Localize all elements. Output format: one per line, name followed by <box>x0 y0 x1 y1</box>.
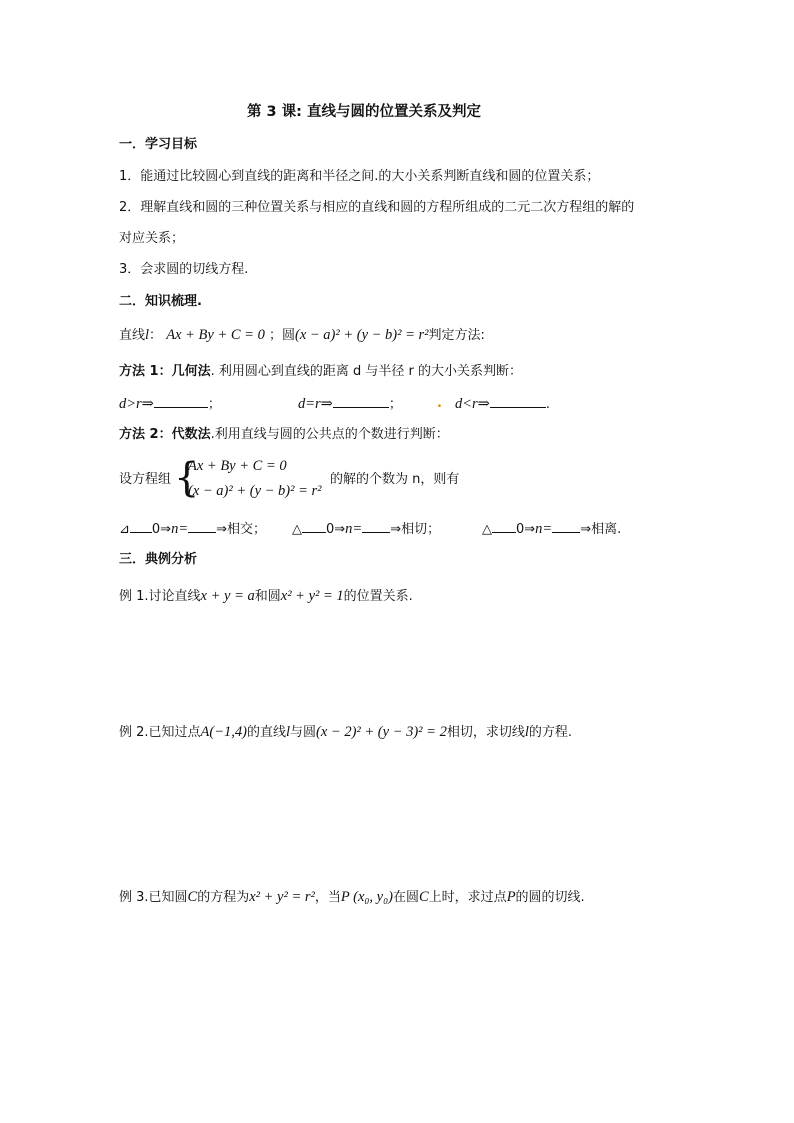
ex3-suffix: 的圆的切线. <box>515 890 585 905</box>
ex2-l1: l <box>286 724 291 740</box>
ex3-c1: C <box>187 889 198 905</box>
delta-symbol-3: △ <box>482 522 492 537</box>
line-colon: ： <box>149 328 163 343</box>
zero-arrow-1: 0⇒ <box>151 522 172 537</box>
zero-arrow-2: 0⇒ <box>326 522 346 537</box>
delta-intersect <box>119 520 266 539</box>
blank-equal[interactable] <box>333 395 389 408</box>
circle-suffix: 判定方法: <box>428 328 485 343</box>
ex1-line-eq: x + y = a <box>200 588 255 604</box>
blank-less[interactable] <box>490 395 546 408</box>
period-1: . <box>545 397 550 412</box>
line-circle-statement <box>119 326 485 345</box>
delta-symbol-2: △ <box>292 522 302 537</box>
ex2-suffix: 的方程. <box>528 725 573 740</box>
ex1-suffix: 的位置关系. <box>343 589 413 604</box>
ex3-c2: C <box>419 889 429 905</box>
goal-item-1: 1．能通过比较圆心到直线的距离和半径之间.的大小关系判断直线和圆的位置关系； <box>119 169 600 184</box>
line-var: l <box>145 327 150 343</box>
ex3-point: P (x₀, y₀) <box>340 889 393 905</box>
ex2-mid2: 与圆 <box>290 725 317 740</box>
ex2-circle-eq: (x − 2)² + (y − 3)² = 2 <box>316 724 447 740</box>
line-prefix: 直线 <box>119 328 146 343</box>
blank-n-2[interactable] <box>362 520 390 533</box>
system-equation-2: (x − a)² + (y − b)² = r² <box>188 483 322 499</box>
blank-n-1[interactable] <box>188 520 216 533</box>
ex2-point: A(−1,4) <box>200 724 247 740</box>
method1-text: . 利用圆心到直线的距离 d 与半径 r 的大小关系判断： <box>210 364 522 379</box>
section-heading-examples: 三．典例分析 <box>119 552 198 567</box>
circle-prefix: ；圆 <box>268 328 295 343</box>
system-brace: { <box>174 455 200 501</box>
cond-equal <box>298 395 402 414</box>
line-equation: Ax + By + C = 0 <box>166 327 265 343</box>
cond-less-label: d<r⇒ <box>455 396 490 412</box>
delta-tangent <box>292 520 440 539</box>
result-separate: ⇒相离. <box>580 522 622 537</box>
section-heading-goals: 一．学习目标 <box>119 137 198 152</box>
semicolon-2: ； <box>388 397 402 412</box>
ex3-mid1: 的方程为 <box>197 890 250 905</box>
n-eq-3: n= <box>535 521 553 537</box>
ex1-mid: 和圆 <box>254 589 281 604</box>
cond-less-wrap <box>455 395 550 414</box>
ex3-mid4: 上时，求过点 <box>428 890 507 905</box>
system-equation-1: Ax + By + C = 0 <box>188 458 287 474</box>
ex2-mid1: 的直线 <box>246 725 286 740</box>
ex1-circle-eq: x² + y² = 1 <box>280 588 344 604</box>
blank-n-3[interactable] <box>552 520 580 533</box>
blank-delta-2[interactable] <box>302 520 326 533</box>
ex3-mid2: ，当 <box>314 890 341 905</box>
ex3-prefix: 例 3.已知圆 <box>119 890 188 905</box>
blank-delta-1[interactable] <box>130 520 152 533</box>
method1-label: 方法 1：几何法 <box>119 364 211 379</box>
zero-arrow-3: 0⇒ <box>516 522 536 537</box>
ex3-mid3: 在圆 <box>392 890 419 905</box>
cond-greater-label: d>r⇒ <box>119 396 154 412</box>
n-eq-1: n= <box>171 521 189 537</box>
ex3-p2: P <box>506 889 516 905</box>
blank-greater[interactable] <box>154 395 208 408</box>
circle-equation: (x − a)² + (y − b)² = r² <box>294 327 429 343</box>
result-tangent: ⇒相切； <box>390 522 441 537</box>
orange-dot: . <box>437 396 442 411</box>
goal-item-2: 2．理解直线和圆的三种位置关系与相应的直线和圆的方程所组成的二元二次方程组的解的 <box>119 200 635 215</box>
section-heading-knowledge: 二．知识梳理. <box>119 294 202 309</box>
ex2-prefix: 例 2.已知过点 <box>119 725 201 740</box>
cond-equal-label: d=r⇒ <box>298 396 333 412</box>
method2-line <box>119 426 449 444</box>
example-1 <box>119 587 413 606</box>
ex1-prefix: 例 1.讨论直线 <box>119 589 201 604</box>
cond-greater <box>119 395 221 414</box>
goal-item-3: 3．会求圆的切线方程. <box>119 262 249 277</box>
method2-label: 方法 2：代数法 <box>119 427 211 442</box>
system-prefix: 设方程组 <box>119 472 172 487</box>
page-title: 第 3 课: 直线与圆的位置关系及判定 <box>247 104 482 120</box>
cond-less <box>437 395 442 413</box>
example-2 <box>119 723 572 742</box>
example-3 <box>119 888 585 907</box>
result-intersect: ⇒相交； <box>216 522 267 537</box>
delta-separate <box>482 520 621 539</box>
ex2-mid3: 相切，求切线 <box>446 725 525 740</box>
ex3-circle-eq: x² + y² = r² <box>249 889 315 905</box>
semicolon-1: ； <box>207 397 221 412</box>
blank-delta-3[interactable] <box>492 520 516 533</box>
delta-symbol-1: ⊿ <box>119 522 130 537</box>
system-suffix: 的解的个数为 n，则有 <box>330 472 460 487</box>
goal-item-2-cont: 对应关系； <box>119 231 185 246</box>
method2-text: .利用直线与圆的公共点的个数进行判断： <box>210 427 449 442</box>
ex2-l2: l <box>524 724 529 740</box>
method1-line <box>119 363 522 381</box>
n-eq-2: n= <box>345 521 363 537</box>
